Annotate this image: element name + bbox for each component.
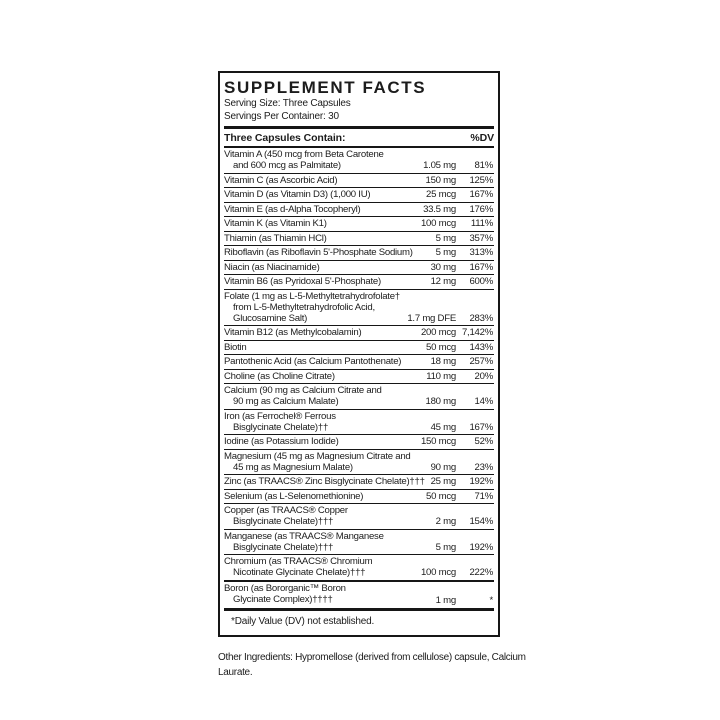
supplement-row <box>224 341 494 356</box>
supplement-table <box>224 148 494 608</box>
ingredient-name-line: Bisglycinate Chelate)†† <box>233 421 329 433</box>
ingredient-name-line: Vitamin D (as Vitamin D3) (1,000 IU) <box>224 189 371 200</box>
ingredient-dv: 600% <box>469 276 493 287</box>
supplement-facts-panel <box>218 71 500 637</box>
ingredient-name-line: Choline (as Choline Citrate) <box>224 370 335 382</box>
ingredient-name-line: Calcium (90 mg as Calcium Citrate and <box>224 385 382 396</box>
label-column <box>218 71 526 680</box>
ingredient-amount: 25 mcg <box>426 189 456 200</box>
ingredient-amount: 1.7 mg DFE <box>407 312 456 324</box>
ingredient-name-line: and 600 mcg as Palmitate) <box>233 160 341 171</box>
supplement-row <box>224 232 494 247</box>
ingredient-name-line: Boron (as Bororganic™ Boron <box>224 582 346 594</box>
ingredient-dv: 313% <box>469 247 493 258</box>
other-ingredients-text: Other Ingredients: Hypromellose (derived from cellulose) capsule, Calcium Laurate. <box>218 651 526 678</box>
ingredient-amount: 2 mg <box>435 516 456 527</box>
ingredient-dv: 81% <box>474 160 493 171</box>
ingredient-dv: 111% <box>470 218 493 229</box>
ingredient-dv: 14% <box>474 396 493 407</box>
ingredient-name-line: 45 mg as Magnesium Malate) <box>233 461 353 473</box>
supplement-row <box>224 490 494 505</box>
ingredient-name-line: Manganese (as TRAACS® Manganese <box>224 530 384 542</box>
ingredient-dv: 23% <box>474 461 493 473</box>
ingredient-name-line: Zinc (as TRAACS® Zinc Bisglycinate Chelate)††† <box>224 476 425 487</box>
ingredient-amount: 18 mg <box>430 356 456 367</box>
ingredient-amount: 100 mcg <box>420 218 456 229</box>
contains-header-row <box>224 126 494 148</box>
supplement-row <box>224 275 494 290</box>
ingredient-amount: 25 mg <box>430 476 456 487</box>
ingredient-name-line: Vitamin K (as Vitamin K1) <box>224 218 327 229</box>
ingredient-amount: 33.5 mg <box>423 203 456 215</box>
ingredient-amount: 12 mg <box>430 276 456 287</box>
supplement-row <box>224 246 494 261</box>
ingredient-name-line: Vitamin E (as d-Alpha Tocopheryl) <box>224 203 361 215</box>
ingredient-dv: 20% <box>474 370 493 382</box>
ingredient-dv: * <box>489 595 493 606</box>
supplement-row <box>224 370 494 385</box>
ingredient-name-line: Bisglycinate Chelate)††† <box>233 516 334 527</box>
ingredient-dv: 167% <box>469 261 493 273</box>
supplement-row <box>224 290 494 327</box>
ingredient-amount: 50 mcg <box>426 490 456 502</box>
serving-size-text: Serving Size: Three Capsules <box>224 98 351 109</box>
dv-header-label: %DV <box>470 131 494 144</box>
ingredient-name-line: Riboflavin (as Riboflavin 5'-Phosphate Sodium) <box>224 247 413 258</box>
ingredient-amount: 90 mg <box>430 461 456 473</box>
ingredient-name-line: Magnesium (45 mg as Magnesium Citrate and <box>224 450 411 462</box>
ingredient-amount: 150 mcg <box>420 436 456 447</box>
ingredient-dv: 167% <box>469 189 493 200</box>
supplement-row <box>224 435 494 450</box>
ingredient-amount: 200 mcg <box>420 327 456 338</box>
ingredient-dv: 283% <box>469 312 493 324</box>
ingredient-name-line: Niacin (as Niacinamide) <box>224 261 320 273</box>
supplement-row <box>224 188 494 203</box>
supplement-row <box>224 261 494 276</box>
ingredient-dv: 176% <box>469 203 493 215</box>
ingredient-amount: 5 mg <box>435 232 456 244</box>
ingredient-name-line: Biotin <box>224 341 247 353</box>
ingredient-dv: 167% <box>469 421 493 433</box>
contains-header-label: Three Capsules Contain: <box>224 131 346 144</box>
ingredient-dv: 52% <box>474 436 493 447</box>
ingredient-name-line: Chromium (as TRAACS® Chromium <box>224 556 373 567</box>
ingredient-dv: 192% <box>469 476 493 487</box>
ingredient-dv: 154% <box>469 516 493 527</box>
supplement-row <box>224 475 494 490</box>
ingredient-amount: 5 mg <box>435 541 456 553</box>
ingredient-name-line: Glycinate Complex)†††† <box>233 593 333 605</box>
ingredient-name-line: Vitamin B12 (as Methylcobalamin) <box>224 327 362 338</box>
supplement-row <box>224 530 494 556</box>
ingredient-name-line: Copper (as TRAACS® Copper <box>224 505 348 516</box>
ingredient-dv: 143% <box>469 341 493 353</box>
ingredient-amount: 5 mg <box>435 247 456 258</box>
ingredient-name-line: Vitamin A (450 mcg from Beta Carotene <box>224 149 384 160</box>
supplement-row <box>224 326 494 341</box>
ingredient-amount: 1.05 mg <box>423 160 456 171</box>
supplement-row <box>224 355 494 370</box>
ingredient-dv: 357% <box>469 232 493 244</box>
ingredient-name-line: from L-5-Methyltetrahydrofolic Acid, <box>233 301 375 313</box>
ingredient-dv: 7,142% <box>461 327 493 338</box>
ingredient-name-line: Thiamin (as Thiamin HCl) <box>224 232 327 244</box>
ingredient-name-line: Pantothenic Acid (as Calcium Pantothenate) <box>224 356 402 367</box>
supplement-facts-title: SUPPLEMENT FACTS <box>224 78 427 97</box>
ingredient-amount: 180 mg <box>425 396 456 407</box>
ingredient-name-line: Iron (as Ferrochel® Ferrous <box>224 410 336 422</box>
ingredient-dv: 125% <box>469 174 493 186</box>
supplement-row <box>224 174 494 189</box>
ingredient-amount: 1 mg <box>435 595 456 606</box>
ingredient-name-line: 90 mg as Calcium Malate) <box>233 396 339 407</box>
ingredient-dv: 222% <box>469 567 493 578</box>
supplement-row <box>224 217 494 232</box>
supplement-row <box>224 504 494 530</box>
supplement-row <box>224 450 494 476</box>
ingredient-amount: 50 mcg <box>426 341 456 353</box>
supplement-row <box>224 148 494 174</box>
ingredient-name-line: Iodine (as Potassium Iodide) <box>224 436 339 447</box>
ingredient-name-line: Folate (1 mg as L-5-Methyltetrahydrofolate† <box>224 290 400 302</box>
supplement-row <box>224 582 494 608</box>
supplement-row <box>224 203 494 218</box>
ingredient-dv: 192% <box>469 541 493 553</box>
daily-value-footnote: *Daily Value (DV) not established. <box>224 608 494 635</box>
supplement-row <box>224 384 494 410</box>
ingredient-amount: 150 mg <box>425 174 456 186</box>
ingredient-name-line: Vitamin C (as Ascorbic Acid) <box>224 174 338 186</box>
ingredient-dv: 71% <box>474 490 493 502</box>
supplement-row <box>224 555 494 582</box>
ingredient-amount: 45 mg <box>430 421 456 433</box>
ingredient-amount: 30 mg <box>430 261 456 273</box>
servings-per-container-text: Servings Per Container: 30 <box>224 110 339 122</box>
ingredient-name-line: Vitamin B6 (as Pyridoxal 5'-Phosphate) <box>224 276 381 287</box>
ingredient-name-line: Nicotinate Glycinate Chelate)††† <box>233 567 366 578</box>
ingredient-name-line: Bisglycinate Chelate)††† <box>233 541 334 553</box>
ingredient-amount: 110 mg <box>426 370 456 382</box>
ingredient-name-line: Selenium (as L-Selenomethionine) <box>224 490 364 502</box>
ingredient-dv: 257% <box>469 356 493 367</box>
ingredient-amount: 100 mcg <box>420 567 456 578</box>
supplement-row <box>224 410 494 436</box>
ingredient-name-line: Glucosamine Salt) <box>233 312 308 324</box>
